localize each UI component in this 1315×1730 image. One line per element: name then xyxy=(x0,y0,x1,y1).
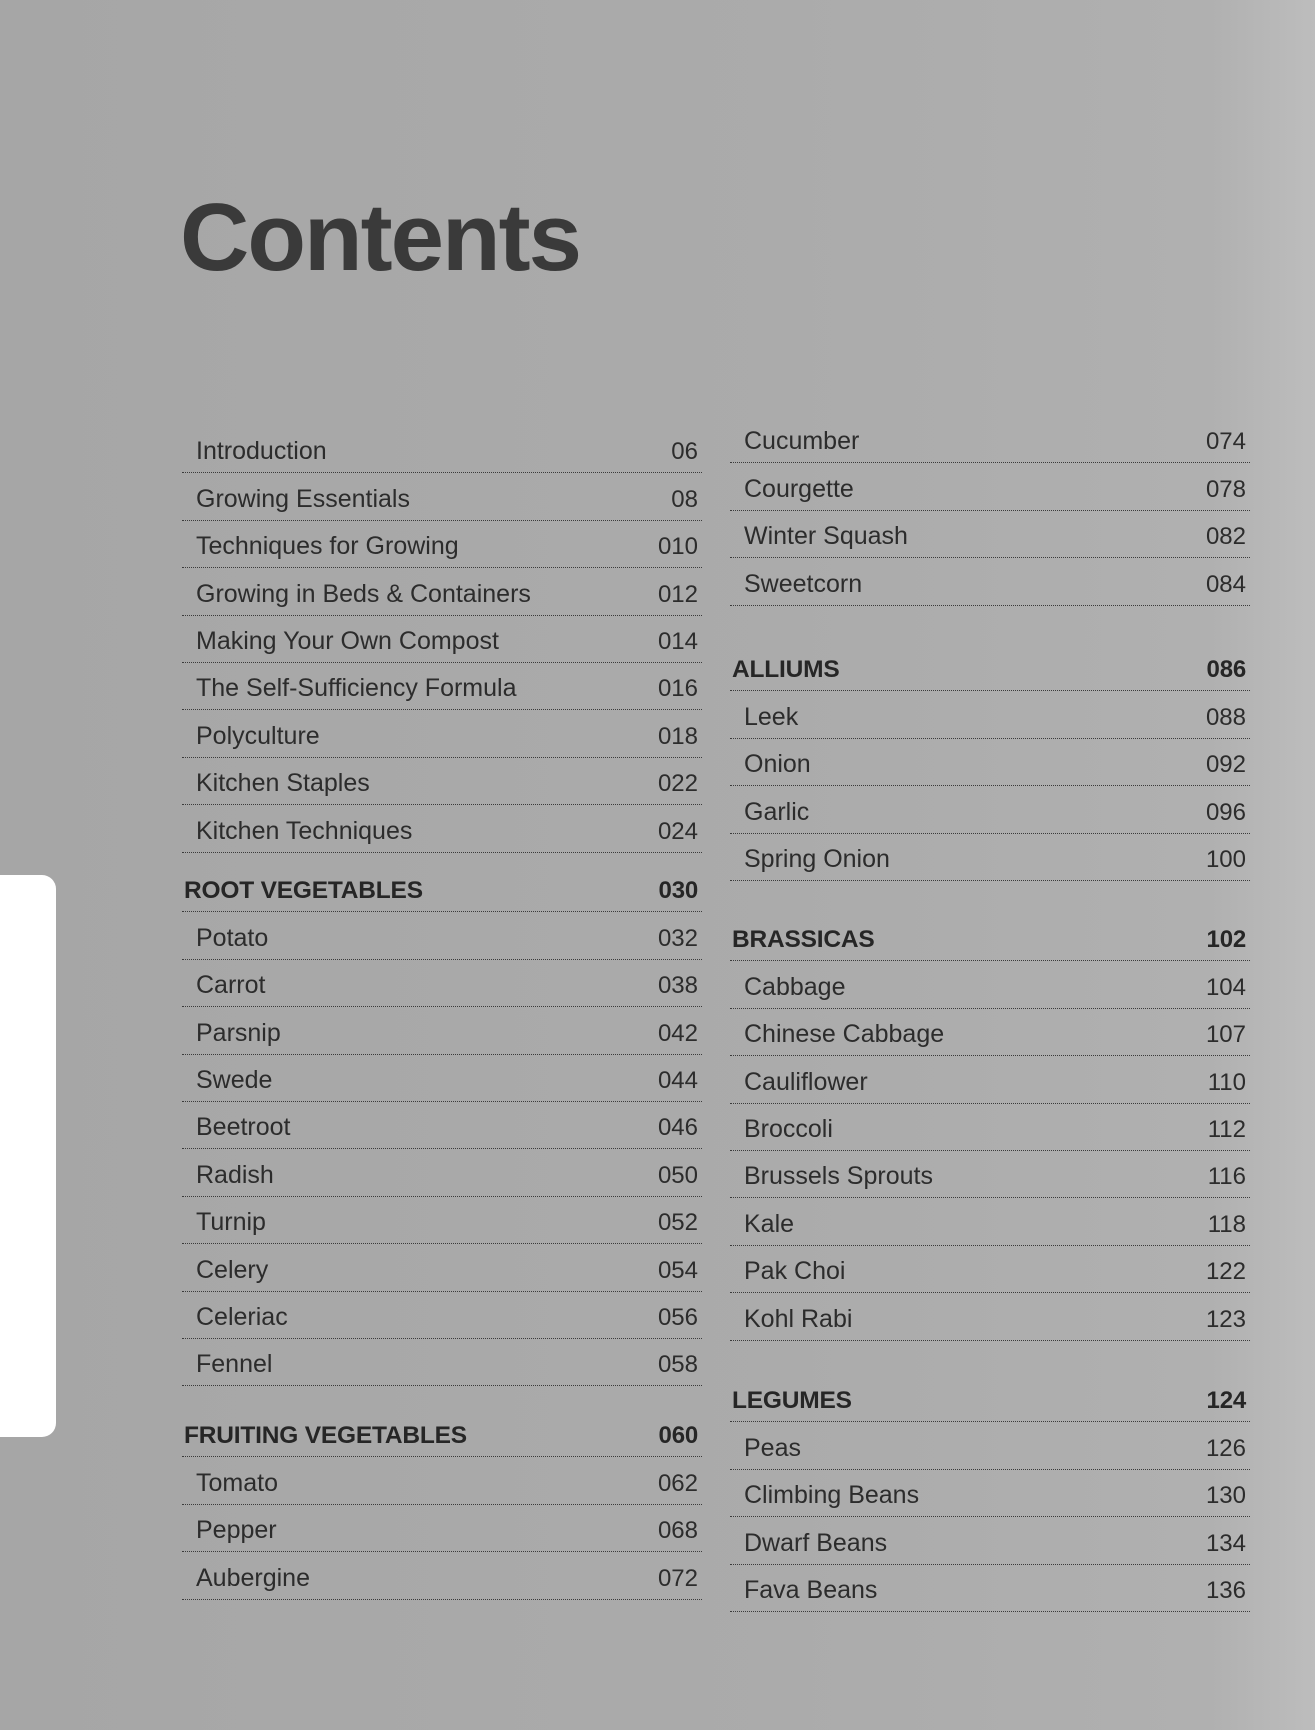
toc-page-number: 084 xyxy=(1205,570,1246,598)
toc-page-number: 060 xyxy=(658,1422,698,1450)
toc-section xyxy=(730,914,1250,1341)
toc-entry-label: Kohl Rabi xyxy=(744,1304,853,1333)
toc-page-number: 096 xyxy=(1205,798,1246,826)
toc-page-number: 050 xyxy=(657,1161,698,1189)
toc-entry-label: Brussels Sprouts xyxy=(744,1162,933,1191)
toc-page-number: 082 xyxy=(1205,523,1246,551)
toc-entry xyxy=(182,426,702,473)
toc-entry-label: Cabbage xyxy=(744,972,846,1001)
toc-entry xyxy=(182,758,702,805)
toc-page-number: 068 xyxy=(657,1517,698,1545)
toc-entry xyxy=(182,1055,702,1102)
toc-entry-label: The Self-Sufficiency Formula xyxy=(196,674,517,703)
toc-page-number: 118 xyxy=(1207,1210,1246,1238)
toc-entry-label: Spring Onion xyxy=(744,844,890,873)
toc-section-heading xyxy=(182,1410,702,1457)
toc-page-number: 074 xyxy=(1205,428,1246,456)
toc-page-number: 018 xyxy=(657,722,698,750)
toc-entry xyxy=(730,1198,1250,1245)
toc-entry-label: Leek xyxy=(744,702,799,731)
toc-page-number: 024 xyxy=(657,817,698,845)
toc-entry-label: Climbing Beans xyxy=(744,1481,920,1510)
toc-page-number: 116 xyxy=(1207,1163,1246,1191)
toc-entry xyxy=(730,1517,1250,1564)
toc-page-number: 08 xyxy=(671,485,698,513)
toc-heading-label: BRASSICAS xyxy=(732,926,875,954)
toc-entry xyxy=(182,1149,702,1196)
toc-page-number: 052 xyxy=(657,1209,698,1237)
toc-page-number: 030 xyxy=(658,877,698,905)
toc-entry xyxy=(730,739,1250,786)
toc-section xyxy=(730,644,1250,881)
toc-heading-label: ALLIUMS xyxy=(732,656,840,684)
toc-entry xyxy=(182,960,702,1007)
toc-page-number: 058 xyxy=(657,1351,698,1379)
toc-page-number: 078 xyxy=(1205,475,1246,503)
toc-entry-label: Sweetcorn xyxy=(744,569,863,598)
toc-entry-label: Tomato xyxy=(196,1468,278,1497)
toc-entry-label: Potato xyxy=(196,923,269,952)
toc-entry-label: Kitchen Staples xyxy=(196,769,370,798)
toc-entry xyxy=(182,521,702,568)
toc-entry xyxy=(730,416,1250,463)
toc-entry xyxy=(730,463,1250,510)
toc-entry xyxy=(182,1339,702,1386)
toc-page-number: 124 xyxy=(1206,1387,1246,1415)
toc-section-heading xyxy=(730,1375,1250,1422)
toc-entry-label: Polyculture xyxy=(196,721,320,750)
toc-entry xyxy=(730,1246,1250,1293)
toc-page-number: 126 xyxy=(1205,1434,1246,1462)
toc-entry xyxy=(182,1505,702,1552)
toc-entry-label: Dwarf Beans xyxy=(744,1528,888,1557)
toc-page-number: 130 xyxy=(1205,1482,1246,1510)
toc-entry-label: Celery xyxy=(196,1255,269,1284)
toc-entry-label: Pak Choi xyxy=(744,1257,846,1286)
toc-section xyxy=(182,426,702,853)
toc-entry-label: Courgette xyxy=(744,474,854,503)
toc-page-number: 072 xyxy=(657,1564,698,1592)
toc-section xyxy=(182,1410,702,1600)
toc-entry xyxy=(182,1292,702,1339)
toc-entry xyxy=(730,834,1250,881)
toc-entry-label: Swede xyxy=(196,1065,273,1094)
toc-entry xyxy=(730,1470,1250,1517)
toc-entry-label: Pepper xyxy=(196,1516,277,1545)
toc-entry-label: Growing Essentials xyxy=(196,484,410,513)
toc-section xyxy=(182,865,702,1386)
toc-entry xyxy=(182,1007,702,1054)
toc-entry-label: Peas xyxy=(744,1433,801,1462)
toc-entry xyxy=(730,1422,1250,1469)
toc-page-number: 134 xyxy=(1205,1529,1246,1557)
toc-entry-label: Onion xyxy=(744,750,811,779)
toc-heading-label: ROOT VEGETABLES xyxy=(184,877,423,905)
toc-page-number: 092 xyxy=(1205,751,1246,779)
toc-entry-label: Kitchen Techniques xyxy=(196,816,413,845)
toc-entry xyxy=(182,616,702,663)
toc-section xyxy=(730,416,1250,606)
toc-entry xyxy=(730,511,1250,558)
toc-entry xyxy=(182,1552,702,1599)
toc-page-number: 054 xyxy=(657,1256,698,1284)
toc-entry xyxy=(730,786,1250,833)
toc-entry-label: Garlic xyxy=(744,797,810,826)
toc-heading-label: FRUITING VEGETABLES xyxy=(184,1422,467,1450)
toc-entry xyxy=(730,558,1250,605)
toc-entry xyxy=(730,1009,1250,1056)
toc-page-number: 046 xyxy=(657,1114,698,1142)
toc-page-number: 100 xyxy=(1205,845,1246,873)
toc-entry xyxy=(182,473,702,520)
toc-page-number: 042 xyxy=(657,1019,698,1047)
toc-page-number: 110 xyxy=(1207,1068,1246,1096)
toc-heading-label: LEGUMES xyxy=(732,1387,852,1415)
toc-entry xyxy=(182,710,702,757)
toc-section xyxy=(730,1375,1250,1612)
toc-entry-label: Kale xyxy=(744,1209,795,1238)
toc-entry-label: Winter Squash xyxy=(744,522,908,551)
toc-entry-label: Cucumber xyxy=(744,427,860,456)
toc-page-number: 122 xyxy=(1205,1258,1246,1286)
toc-entry xyxy=(730,1565,1250,1612)
toc-entry xyxy=(730,1056,1250,1103)
toc-entry-label: Growing in Beds & Containers xyxy=(196,579,531,608)
toc-page-number: 06 xyxy=(671,438,698,466)
toc-entry xyxy=(182,1197,702,1244)
toc-entry xyxy=(730,691,1250,738)
toc-page-number: 014 xyxy=(657,627,698,655)
toc-page-number: 102 xyxy=(1206,926,1246,954)
toc-entry xyxy=(730,1104,1250,1151)
toc-page-number: 086 xyxy=(1206,656,1246,684)
toc-entry-label: Broccoli xyxy=(744,1114,833,1143)
toc-page-number: 123 xyxy=(1205,1305,1246,1333)
toc-entry-label: Fava Beans xyxy=(744,1575,878,1604)
toc-page-number: 088 xyxy=(1205,703,1246,731)
toc-page-number: 062 xyxy=(657,1469,698,1497)
toc-page-number: 056 xyxy=(657,1303,698,1331)
toc-entry xyxy=(182,1102,702,1149)
toc-page-number: 038 xyxy=(657,972,698,1000)
toc-entry-label: Radish xyxy=(196,1160,274,1189)
toc-page-number: 104 xyxy=(1205,973,1246,1001)
toc-entry-label: Making Your Own Compost xyxy=(196,626,499,655)
toc-entry xyxy=(730,1151,1250,1198)
toc-page-number: 012 xyxy=(657,580,698,608)
toc-entry-label: Chinese Cabbage xyxy=(744,1020,945,1049)
toc-entry-label: Fennel xyxy=(196,1350,273,1379)
toc-page-number: 136 xyxy=(1205,1576,1246,1604)
toc-entry xyxy=(182,1244,702,1291)
toc-entry xyxy=(182,568,702,615)
toc-entry-label: Cauliflower xyxy=(744,1067,868,1096)
toc-page-number: 112 xyxy=(1207,1115,1246,1143)
toc-entry-label: Aubergine xyxy=(196,1563,310,1592)
toc-page-number: 107 xyxy=(1205,1021,1246,1049)
toc-entry xyxy=(182,1457,702,1504)
toc-page-number: 044 xyxy=(657,1066,698,1094)
toc-entry-label: Beetroot xyxy=(196,1113,291,1142)
toc-entry xyxy=(182,805,702,852)
toc-section-heading xyxy=(182,865,702,912)
toc-page-number: 016 xyxy=(657,675,698,703)
toc-entry-label: Introduction xyxy=(196,437,327,466)
page-tab-marker xyxy=(0,875,56,1437)
page-title: Contents xyxy=(180,184,580,291)
toc-entry-label: Carrot xyxy=(196,971,266,1000)
toc-page-number: 022 xyxy=(657,770,698,798)
toc-page-number: 010 xyxy=(657,533,698,561)
toc-entry-label: Celeriac xyxy=(196,1302,288,1331)
toc-entry-label: Turnip xyxy=(196,1208,266,1237)
toc-entry-label: Parsnip xyxy=(196,1018,281,1047)
toc-entry xyxy=(182,663,702,710)
toc-entry xyxy=(730,1293,1250,1340)
toc-page-number: 032 xyxy=(657,924,698,952)
toc-section-heading xyxy=(730,914,1250,961)
toc-entry xyxy=(182,912,702,959)
toc-section-heading xyxy=(730,644,1250,691)
toc-entry xyxy=(730,961,1250,1008)
toc-entry-label: Techniques for Growing xyxy=(196,532,459,561)
